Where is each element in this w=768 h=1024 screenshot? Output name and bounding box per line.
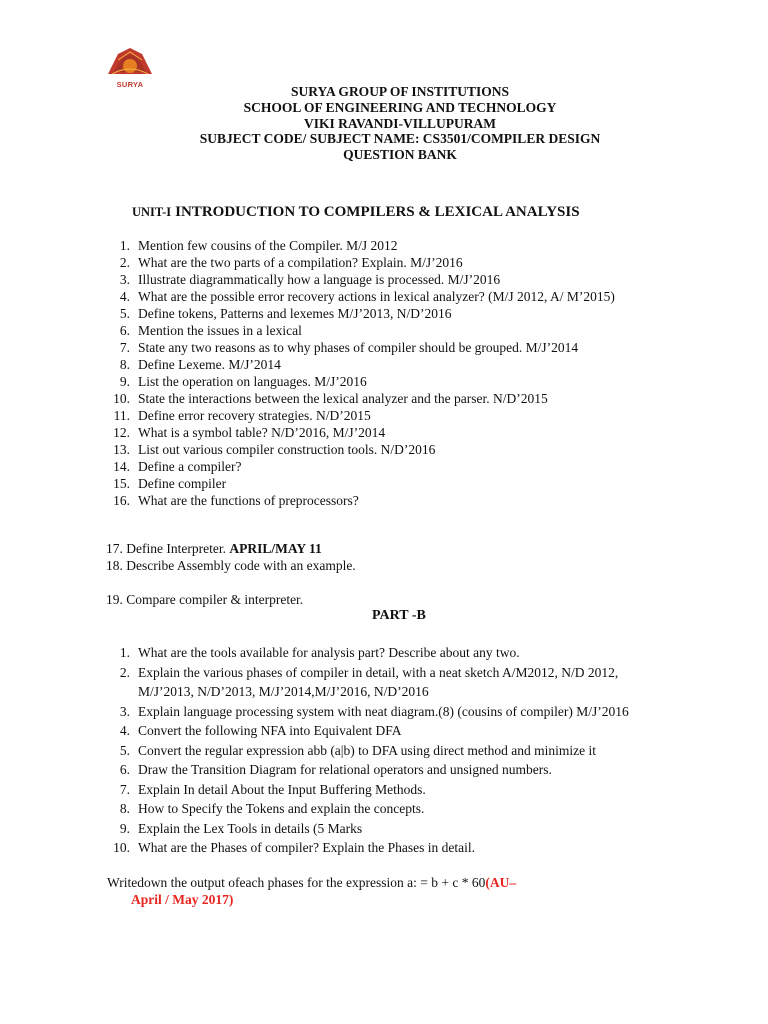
question-item xyxy=(106,407,638,424)
question-item xyxy=(106,288,638,305)
question-item xyxy=(106,424,638,441)
question-item xyxy=(106,322,638,339)
question-text: Define tokens, Patterns and lexemes M/J’2013, N/D’2016 xyxy=(138,306,452,321)
question-text: Define Lexeme. M/J’2014 xyxy=(138,357,281,372)
subject-line: SUBJECT CODE/ SUBJECT NAME: CS3501/COMPILER DESIGN xyxy=(199,131,601,147)
question-number: 4. xyxy=(119,289,130,304)
question-item xyxy=(106,663,668,702)
question-item xyxy=(106,492,638,509)
question-number: 4. xyxy=(119,723,130,738)
question-item xyxy=(106,373,638,390)
question-text: Define error recovery strategies. N/D’2015 xyxy=(138,408,371,423)
exam-reference: (AU– xyxy=(485,875,517,890)
question-number: 9. xyxy=(119,820,130,836)
question-number: 6. xyxy=(119,762,130,777)
part-b-heading: PART -B xyxy=(372,608,426,623)
question-number: 15. xyxy=(113,476,130,491)
document-header xyxy=(0,84,768,163)
question-item xyxy=(106,838,668,858)
question-number: 12. xyxy=(113,425,130,440)
question-item xyxy=(106,741,668,761)
question-number: 9. xyxy=(119,374,130,389)
question-item xyxy=(106,441,638,458)
question-item xyxy=(106,702,668,722)
question-text: Mention few cousins of the Compiler. M/J 2012 xyxy=(138,238,398,253)
question-number: 7. xyxy=(119,781,130,797)
question-number: 10. xyxy=(113,840,130,855)
question-text: Define a compiler? xyxy=(138,459,242,474)
question-18: 18. Describe Assembly code with an example. xyxy=(106,558,356,573)
question-item xyxy=(106,271,638,288)
question-item xyxy=(106,643,668,663)
part-b-questions xyxy=(106,643,668,858)
question-item xyxy=(106,254,638,271)
question-item xyxy=(106,390,638,407)
question-item xyxy=(106,356,638,373)
unit-prefix: UNIT-I xyxy=(132,205,172,219)
question-item xyxy=(106,780,668,800)
question-number: 2. xyxy=(119,255,130,270)
logo-text: SURYA xyxy=(116,80,144,89)
question-number: 5. xyxy=(119,306,130,321)
question-text: List the operation on languages. M/J’2016 xyxy=(138,374,367,389)
question-number: 16. xyxy=(113,493,130,508)
question-text: What are the Phases of compiler? Explain the Phases in detail. xyxy=(138,840,476,855)
question-number: 2. xyxy=(119,664,130,680)
document-title: QUESTION BANK xyxy=(343,147,457,163)
question-text: What are the tools available for analysis part? Describe about any two. xyxy=(138,645,520,660)
question-17-exam: APRIL/MAY 11 xyxy=(229,541,322,556)
question-item xyxy=(106,305,638,322)
question-text: Draw the Transition Diagram for relational operators and unsigned numbers. xyxy=(138,762,552,777)
question-item xyxy=(106,819,668,839)
question-number: 7. xyxy=(119,340,130,355)
question-text: State the interactions between the lexical analyzer and the parser. N/D’2015 xyxy=(138,391,548,406)
question-number: 8. xyxy=(119,357,130,372)
location: VIKI RAVANDI-VILLUPURAM xyxy=(304,115,496,131)
institution-name: SURYA GROUP OF INSTITUTIONS xyxy=(291,84,509,99)
question-text: Mention the issues in a lexical xyxy=(138,323,302,338)
question-text: What are the possible error recovery actions in lexical analyzer? (M/J 2012, A/ M’2015) xyxy=(138,289,615,304)
question-text: What is a symbol table? N/D’2016, M/J’2014 xyxy=(138,425,386,440)
question-text: Explain the various phases of compiler in detail, with a neat sketch A/M2012, N/D 2012, M/J’2013, N/D’2013, M/J’2014,M/J’2016, N/D’2016 xyxy=(138,664,619,699)
question-text: How to Specify the Tokens and explain the concepts. xyxy=(138,801,425,816)
question-text: Convert the following NFA into Equivalent DFA xyxy=(138,723,402,738)
question-number: 1. xyxy=(119,238,130,253)
question-text: Define compiler xyxy=(138,476,227,491)
tail-text: Writedown the output ofeach phases for the expression a: = b + c * 60 xyxy=(107,875,486,890)
part-a-questions xyxy=(106,237,638,509)
school-name: SCHOOL OF ENGINEERING AND TECHNOLOGY xyxy=(243,99,557,115)
question-text: Illustrate diagrammatically how a language is processed. M/J’2016 xyxy=(138,272,501,287)
unit-heading xyxy=(132,203,580,221)
question-text: What are the two parts of a compilation? Explain. M/J’2016 xyxy=(138,255,463,270)
question-text: What are the functions of preprocessors? xyxy=(138,493,359,508)
question-item xyxy=(106,339,638,356)
question-text: List out various compiler construction tools. N/D’2016 xyxy=(138,442,436,457)
question-10-continuation xyxy=(107,874,667,908)
question-number: 1. xyxy=(119,645,130,660)
question-number: 13. xyxy=(113,442,130,457)
question-number: 3. xyxy=(119,703,130,719)
question-item xyxy=(106,475,638,492)
question-item xyxy=(106,237,638,254)
question-text: Convert the regular expression abb (a|b) to DFA using direct method and minimize it xyxy=(138,742,596,758)
exam-reference-date: April / May 2017) xyxy=(131,892,234,907)
question-number: 5. xyxy=(119,742,130,758)
question-text: Explain language processing system with neat diagram.(8) (cousins of compiler) M/J’2016 xyxy=(138,703,629,719)
question-item xyxy=(106,721,668,741)
question-number: 11. xyxy=(113,408,130,423)
question-text: State any two reasons as to why phases of compiler should be grouped. M/J’2014 xyxy=(138,340,579,355)
question-number: 6. xyxy=(119,323,130,338)
unit-title: INTRODUCTION TO COMPILERS & LEXICAL ANALYSIS xyxy=(175,204,580,220)
question-number: 3. xyxy=(119,272,130,287)
question-number: 10. xyxy=(113,391,130,406)
surya-emblem-icon xyxy=(104,44,156,84)
question-item xyxy=(106,799,668,819)
question-19: 19. Compare compiler & interpreter. xyxy=(106,592,304,607)
question-number: 14. xyxy=(113,459,130,474)
question-item xyxy=(106,760,668,780)
question-17 xyxy=(106,540,322,557)
question-17-text: 17. Define Interpreter. xyxy=(106,541,230,556)
question-text: Explain the Lex Tools in details (5 Marks xyxy=(138,820,363,836)
question-number: 8. xyxy=(119,801,130,816)
question-item xyxy=(106,458,638,475)
question-text: Explain In detail About the Input Buffering Methods. xyxy=(138,781,426,797)
